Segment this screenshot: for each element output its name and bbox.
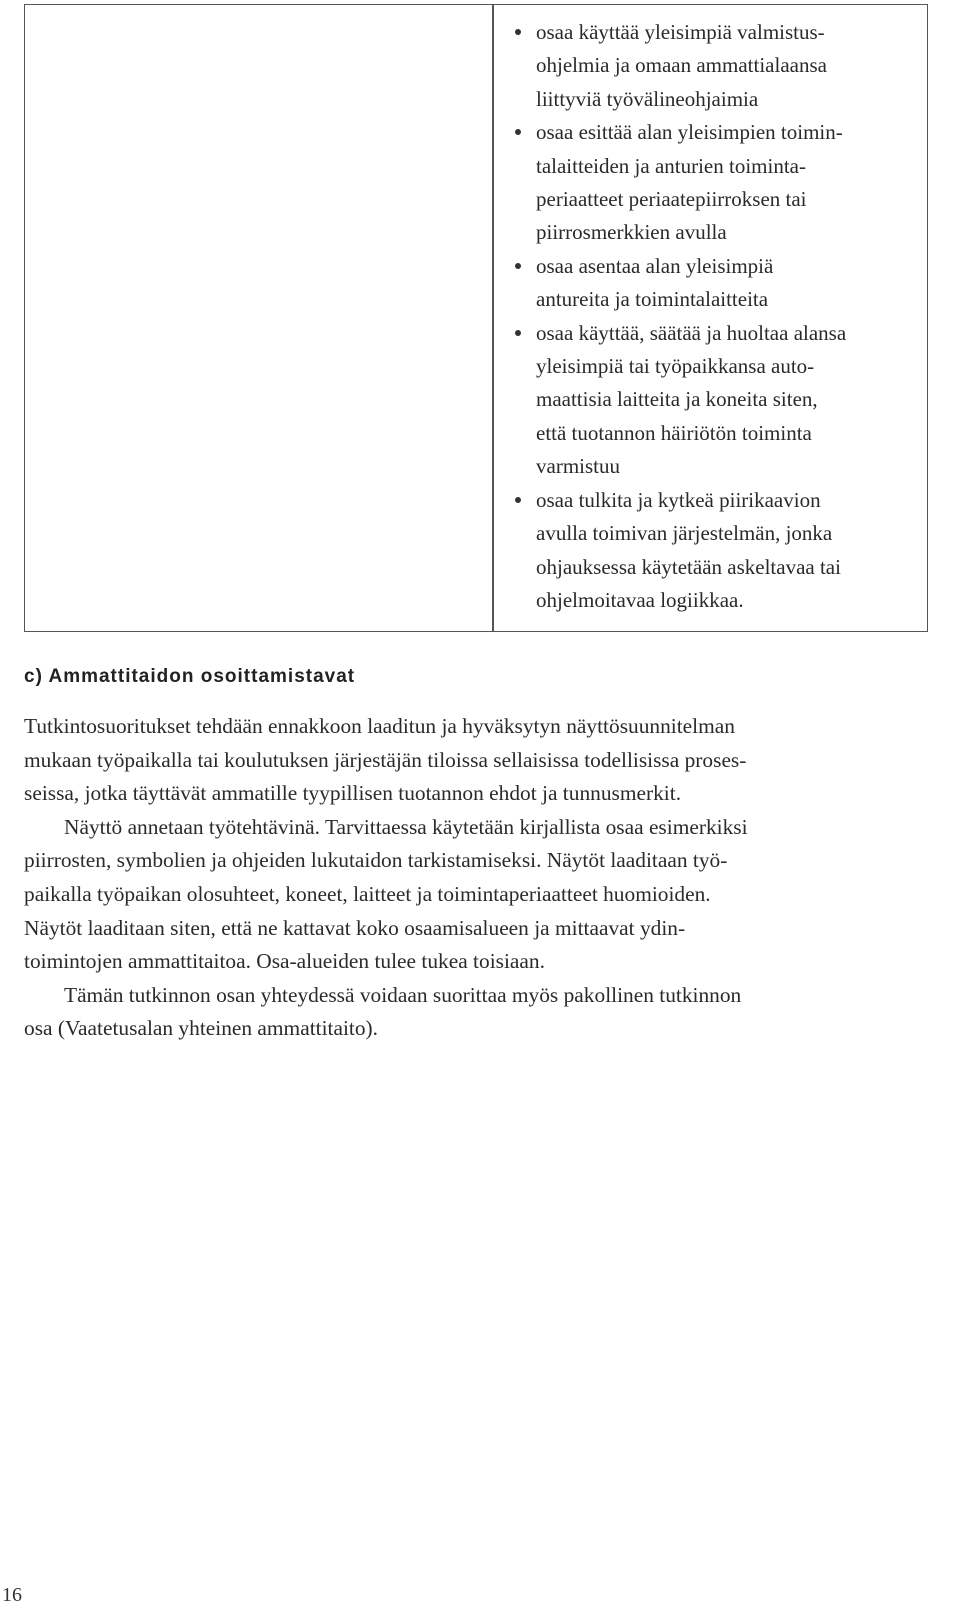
list-item-line: osaa käyttää, säätää ja huoltaa alansa (536, 320, 847, 345)
paragraph-line: Tämän tutkinnon osan yhteydessä voidaan suorittaa myös pakollinen tutkinnon (64, 982, 742, 1007)
paragraph-line: paikalla työpaikan olosuhteet, koneet, laitteet ja toimintaperiaatteet huomioiden. (24, 881, 711, 906)
list-item-line: osaa esittää alan yleisimpien toimin- (536, 120, 843, 145)
list-item-line: varmistuu (536, 454, 620, 479)
list-item-line: osaa käyttää yleisimpiä valmistus- (536, 20, 825, 44)
list-item (514, 16, 924, 116)
paragraph-line: mukaan työpaikalla tai koulutuksen järjestäjän tiloissa sellaisissa todellisissa proses- (24, 747, 747, 772)
list-item (514, 484, 924, 618)
table-column-divider (492, 4, 494, 632)
page-number: 16 (2, 1584, 22, 1606)
list-item (514, 250, 924, 317)
list-item-line: että tuotannon häiriötön toiminta (536, 420, 812, 445)
list-item-line: antureita ja toimintalaitteita (536, 287, 769, 312)
list-item-line: piirrosmerkkien avulla (536, 220, 727, 245)
list-item (514, 116, 924, 250)
list-item-line: ohjauksessa käytetään askeltavaa tai (536, 554, 841, 579)
list-item-line: liittyviä työvälineohjaimia (536, 86, 759, 111)
paragraph (24, 811, 934, 979)
paragraph-line: osa (Vaatetusalan yhteinen ammattitaito). (24, 1016, 379, 1041)
list-item (514, 317, 924, 484)
list-item-line: avulla toimivan järjestelmän, jonka (536, 521, 833, 546)
paragraph-line: Tutkintosuoritukset tehdään ennakkoon laaditun ja hyväksytyn näyttösuunnitelman (24, 714, 735, 738)
paragraph-line: Näyttö annetaan työtehtävinä. Tarvittaessa käytetään kirjallista osaa esimerkiksi (64, 814, 748, 839)
paragraph (24, 710, 934, 811)
paragraph-line: Näytöt laaditaan siten, että ne kattavat koko osaamisalueen ja mittaavat ydin- (24, 915, 686, 940)
paragraph-line: seissa, jotka täyttävät ammatille tyypillisen tuotannon ehdot ja tunnusmerkit. (24, 781, 682, 806)
list-item-line: periaatteet periaatepiirroksen tai (536, 187, 807, 212)
skills-bullet-list (514, 16, 924, 617)
list-item-line: maattisia laitteita ja koneita siten, (536, 387, 818, 412)
list-item-line: yleisimpiä tai työpaikkansa auto- (536, 354, 815, 379)
section-body (24, 710, 934, 1046)
list-item-line: talaitteiden ja anturien toiminta- (536, 153, 806, 178)
list-item-line: ohjelmia ja omaan ammattialaansa (536, 53, 827, 78)
list-item-line: osaa tulkita ja kytkeä piirikaavion (536, 487, 821, 512)
paragraph (24, 979, 934, 1046)
list-item-line: ohjelmoitavaa logiikkaa. (536, 587, 744, 612)
paragraph-line: toimintojen ammattitaitoa. Osa-alueiden tulee tukea toisiaan. (24, 949, 545, 974)
list-item-line: osaa asentaa alan yleisimpiä (536, 253, 774, 278)
paragraph-line: piirrosten, symbolien ja ohjeiden lukutaidon tarkistamiseksi. Näytöt laaditaan työ- (24, 848, 728, 873)
section-heading: c) Ammattitaidon osoittamistavat (24, 666, 356, 687)
